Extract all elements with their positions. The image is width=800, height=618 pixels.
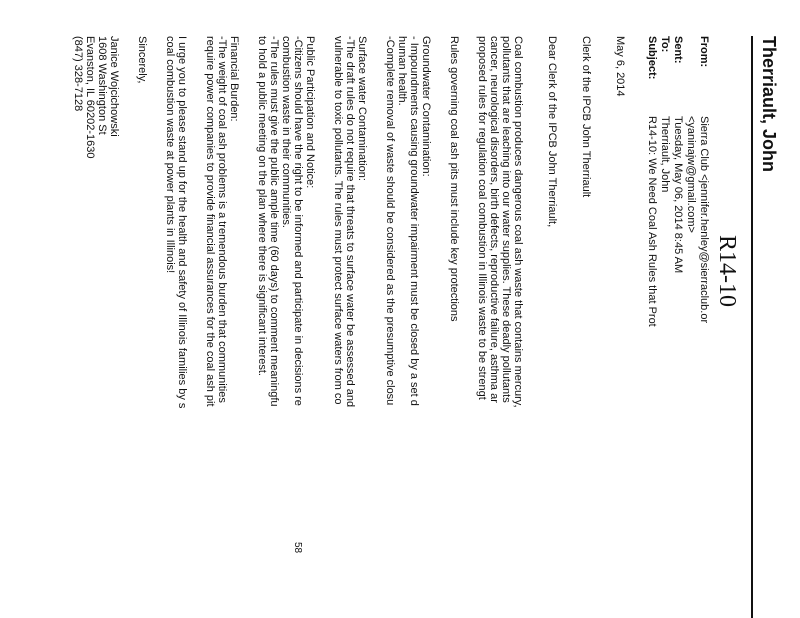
- from-label: From:: [698, 36, 710, 68]
- text-line: - Impoundments causing groundwater impairment must be closed by a set d: [408, 36, 420, 406]
- recipient-name-heading: Therriault, John: [759, 36, 779, 173]
- email-header: [645, 36, 710, 618]
- signer-street: 1608 Washington St: [96, 36, 108, 135]
- sent-value: Tuesday, May 06, 2014 8:45 AM: [672, 116, 684, 274]
- letter-body: [72, 36, 626, 618]
- from-row: [697, 36, 710, 618]
- surface-water-section: [332, 36, 368, 618]
- to-label: To:: [659, 36, 671, 53]
- text-line: -The rules must give the public ample time (60 days) to comment meaningfu: [268, 36, 280, 407]
- text-line: -Complete removal of waste should be considered as the presumptive closu: [384, 36, 396, 406]
- text-line: require power companies to provide financial assurances for the coal ash pit: [204, 36, 216, 407]
- heading-rule: [751, 36, 753, 618]
- key-protections-line: Rules governing coal ash pits must include key protections: [448, 36, 460, 322]
- text-line: Coal combustion produces dangerous coal ash waste that contains mercury,: [512, 36, 524, 408]
- subject-row: [645, 36, 658, 618]
- signer-phone: (847) 328-7128: [72, 36, 84, 112]
- financial-burden-section: [204, 36, 240, 618]
- letter-date: May 6, 2014: [614, 36, 626, 97]
- text-line: -Citizens should have the right to be informed and participate in decisions re: [292, 36, 304, 406]
- to-value: Therriault, John: [659, 116, 671, 193]
- text-line: pollutants that are leaching into our water supplies. These deadly pollutants: [500, 36, 512, 403]
- text-line: I urge you to please stand up for the health and safety of Illinois families by s: [176, 36, 188, 409]
- page-number: 58: [292, 542, 303, 554]
- text-line: proposed rules for regulation coal combustion in Illinois waste to be strengt: [476, 36, 488, 400]
- letter-salutation: Dear Clerk of the IPCB John Therriault,: [546, 36, 558, 228]
- sent-row: [671, 36, 684, 618]
- intro-paragraph: [476, 36, 524, 618]
- signer-city: Evanston, IL 60202-1630: [84, 36, 96, 159]
- signature-block: [72, 36, 120, 618]
- text-line: combustion waste in their communities.: [280, 36, 292, 228]
- section-heading: Financial Burden:: [228, 36, 240, 122]
- text-line: human health.: [396, 36, 408, 106]
- letter-recipient: Clerk of the IPCB John Therriault: [580, 36, 592, 198]
- text-line: cancer, neurological disorders, birth defects, reproductive failure, asthma ar: [488, 36, 500, 403]
- docket-code: R14-10: [714, 235, 740, 307]
- from-row-cont: [684, 36, 697, 618]
- section-heading: Surface water Contamination:: [356, 36, 368, 181]
- text-line: -The draft rules do not require that threats to surface water be assessed and: [344, 36, 356, 408]
- closing: Sincerely,: [136, 36, 148, 84]
- from-value: Sierra Club <jennifer.henley@sierraclub.or: [698, 116, 710, 324]
- text-line: -The weight of coal ash problems is a tremendous burden that communities: [216, 36, 228, 403]
- text-line: vulnerable to toxic pollutants. The rules must protect surface waters from co: [332, 36, 344, 405]
- public-participation-section: [256, 36, 316, 618]
- text-line: to hold a public meeting on the plan where there is significant interest.: [256, 36, 268, 376]
- groundwater-section: [384, 36, 432, 618]
- section-heading: Groundwater Contamination:: [420, 36, 432, 177]
- text-line: coal combustion waste at power plants in Illinois!: [164, 36, 176, 274]
- to-row: [658, 36, 671, 618]
- signer-name: Janice Wojcichowski: [108, 36, 120, 137]
- urge-paragraph: [164, 36, 188, 618]
- sent-label: Sent:: [672, 36, 684, 64]
- section-heading: Public Participation and Notice:: [304, 36, 316, 189]
- subject-label: Subject:: [646, 36, 658, 80]
- subject-value: R14-10: We Need Coal Ash Rules that Prot: [646, 116, 658, 327]
- from-email: <yaninajw@gmail.com>: [685, 116, 697, 233]
